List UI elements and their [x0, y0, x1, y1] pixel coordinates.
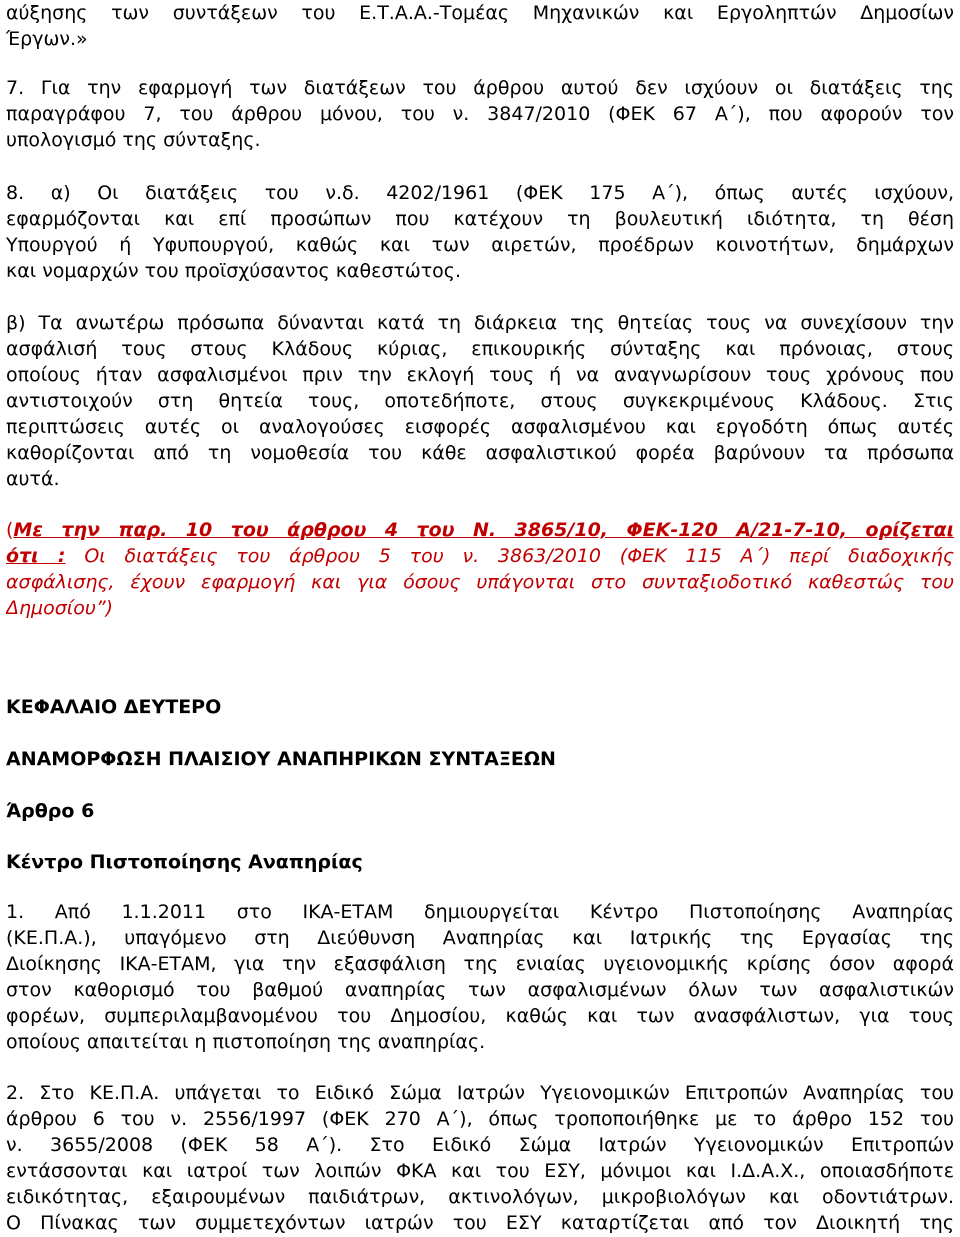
text-line: 1. Από 1.1.2011 στο ΙΚΑ-ΕΤΑΜ δημιουργείται Κέντρο Πιστοποίησης Αναπηρίας [6, 901, 954, 923]
open-paren: ( [6, 519, 14, 541]
amendment-note [6, 517, 954, 621]
text-line: αντιστοιχούν στη θητεία τους, οποτεδήποτε, στους συγκεκριμένους Κλάδους. Στις [6, 390, 954, 412]
text-line: Έργων.» [6, 28, 88, 50]
article-heading: Άρθρο 6 [6, 800, 95, 822]
text-line: Ο Πίνακας των συμμετεχόντων ιατρών του ΕΣΥ καταρτίζεται από τον Διοικητή της [6, 1212, 954, 1234]
paragraph-7 [6, 75, 954, 153]
text-line: οποίους ήταν ασφαλισμένοι πριν την εκλογή τους ή να αναγνωρίσουν τους χρόνους που [6, 364, 954, 386]
amendment-line-1 [6, 517, 954, 543]
article-6-paragraph-1 [6, 899, 954, 1055]
text-line: (ΚΕ.Π.Α.), υπαγόμενο στη Διεύθυνση Αναπηρίας και Ιατρικής της Εργασίας της [6, 927, 954, 949]
text-line: εντάσσονται και ιατροί των λοιπών ΦΚΑ και του ΕΣΥ, μόνιμοι και Ι.Δ.Α.Χ., οποιασδήποτε [6, 1160, 954, 1182]
text-line: ειδικότητας, εξαιρουμένων παιδιάτρων, ακτινολόγων, μικροβιολόγων και οδοντιάτρων. [6, 1186, 954, 1208]
text-line: άρθρου 6 του ν. 2556/1997 (ΦΕΚ 270 Α΄), όπως τροποποιήθηκε με το άρθρο 152 του [6, 1108, 954, 1130]
paragraph-8b [6, 310, 954, 492]
text-line: ασφάλισης, έχουν εφαρμογή και για όσους υπάγονται στο συνταξιοδοτικό καθεστώς του [6, 571, 954, 593]
text-line: εφαρμόζονται και επί προσώπων που κατέχουν τη βουλευτική ιδιότητα, τη θέση [6, 208, 954, 230]
text-line: ασφάλισή τους στους Κλάδους κύριας, επικουρικής σύνταξης και πρόνοιας, στους [6, 338, 954, 360]
text-line: καθορίζονται από τη νομοθεσία του κάθε ασφαλιστικού φορέα βαρύνουν τα πρόσωπα [6, 442, 954, 464]
text-line: παραγράφου 7, του άρθρου μόνου, του ν. 3847/2010 (ΦΕΚ 67 Α΄), που αφορούν τον [6, 103, 954, 125]
text-line: περιπτώσεις αυτές οι αναλογούσες εισφορές ασφαλισμένου και εργοδότη όπως αυτές [6, 416, 954, 438]
amendment-oti: ότι : [6, 545, 66, 567]
text-line: 7. Για την εφαρμογή των διατάξεων του άρθρου αυτού δεν ισχύουν οι διατάξεις της [6, 77, 954, 99]
article-6-paragraph-2 [6, 1080, 954, 1236]
amendment-text: Οι διατάξεις του άρθρου 5 του ν. 3863/2010 (ΦΕΚ 115 Α΄) περί διαδοχικής [65, 545, 954, 567]
text-line: αυτά. [6, 468, 60, 490]
text-line: υπολογισμό της σύνταξης. [6, 129, 261, 151]
text-line: β) Τα ανωτέρω πρόσωπα δύνανται κατά τη διάρκεια της θητείας τους να συνεχίσουν την [6, 312, 954, 334]
article-title: Κέντρο Πιστοποίησης Αναπηρίας [6, 851, 363, 873]
text-line: φορέων, συμπεριλαμβανομένου του Δημοσίου, καθώς και των ανασφάλιστων, για τους [6, 1005, 954, 1027]
amendment-line-2 [6, 543, 954, 569]
text-line: ν. 3655/2008 (ΦΕΚ 58 Α΄). Στο Ειδικό Σώμα Ιατρών Υγειονομικών Επιτροπών [6, 1134, 954, 1156]
paragraph-8a [6, 180, 954, 284]
text-line: 2. Στο ΚΕ.Π.Α. υπάγεται το Ειδικό Σώμα Ιατρών Υγειονομικών Επιτροπών Αναπηρίας του [6, 1082, 954, 1104]
paragraph-continuation [6, 0, 954, 52]
text-line: αύξησης των συντάξεων του Ε.Τ.Α.Α.-Τομέας Μηχανικών και Εργοληπτών Δημοσίων [6, 2, 954, 24]
chapter-heading: ΚΕΦΑΛΑΙΟ ΔΕΥΤΕΡΟ [6, 696, 222, 718]
text-line: 8. α) Οι διατάξεις του ν.δ. 4202/1961 (ΦΕΚ 175 Α΄), όπως αυτές ισχύουν, [6, 182, 954, 204]
text-line: στον καθορισμό του βαθμού αναπηρίας των ασφαλισμένων όλων των ασφαλιστικών [6, 979, 954, 1001]
text-line: και νομαρχών του προϊσχύσαντος καθεστώτος. [6, 260, 461, 282]
text-line: οποίους απαιτείται η πιστοποίηση της αναπηρίας. [6, 1031, 486, 1053]
text-line: Υπουργού ή Υφυπουργού, καθώς και των αιρετών, προέδρων κοινοτήτων, δημάρχων [6, 234, 954, 256]
text-line: Διοίκησης ΙΚΑ-ΕΤΑΜ, για την εξασφάλιση της ενιαίας υγειονομικής κρίσης όσον αφορά [6, 953, 954, 975]
chapter-title: ΑΝΑΜΟΡΦΩΣΗ ΠΛΑΙΣΙΟΥ ΑΝΑΠΗΡΙΚΩΝ ΣΥΝΤΑΞΕΩΝ [6, 748, 556, 770]
amendment-reference: Με την παρ. 10 του άρθρου 4 του Ν. 3865/10, ΦΕΚ-120 Α/21-7-10, ορίζεται [13, 519, 954, 541]
text-line: Δημοσίου”) [6, 597, 114, 619]
